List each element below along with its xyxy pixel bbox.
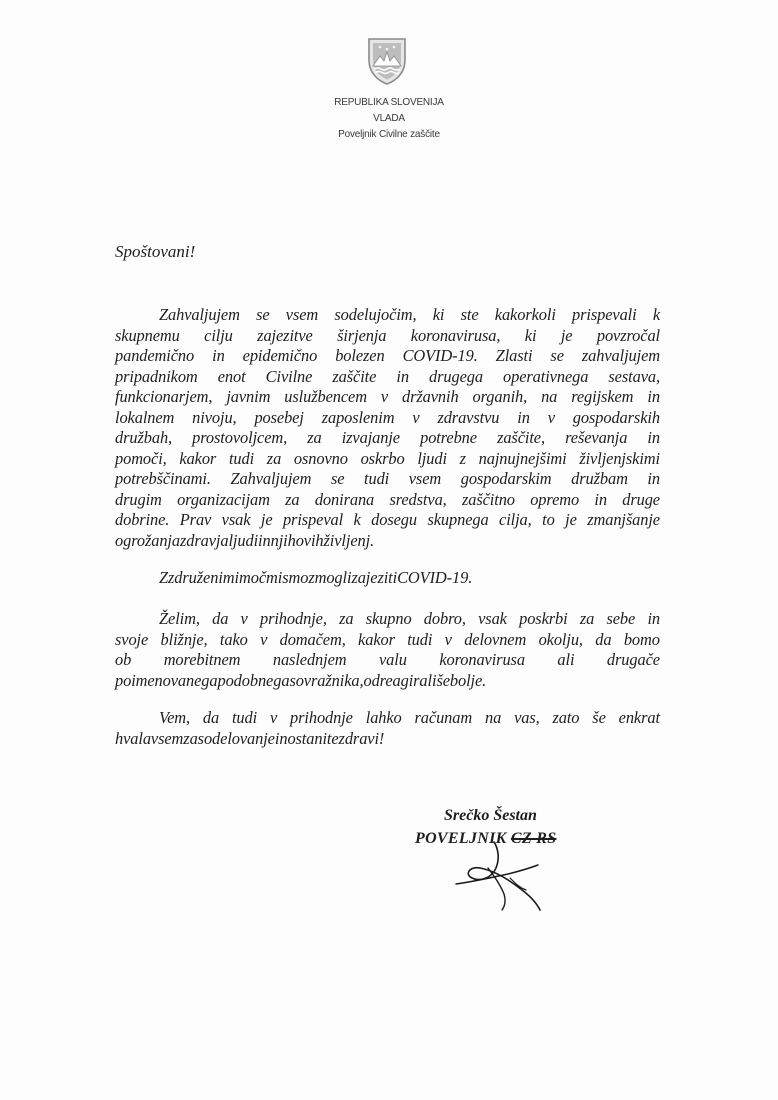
word: drugače [606,650,660,669]
word: hvala [115,728,151,748]
word: državnih [402,387,459,406]
word: cilju [204,325,233,345]
word: je [260,510,273,529]
word: sebe [606,609,636,628]
word: Z [159,568,169,587]
word: njihovih [270,530,324,550]
word: zahvaljujem [581,346,660,365]
word: Vem, [159,708,191,727]
word: tudi [228,448,255,468]
signatory-title-struck: CZ RS [510,830,557,847]
word: okolju, [538,629,583,649]
word: z [459,448,466,468]
word: in [647,469,660,488]
word: dobro, [423,609,466,628]
word: zaščite [332,366,377,386]
word: zajezitve [257,325,313,345]
word: lokalnem [115,407,175,427]
word: drugega [429,366,483,386]
word: v [240,609,248,628]
word: organih, [472,387,528,406]
word: potrebne [420,428,477,447]
word: za [579,609,595,628]
word: za [183,728,198,748]
word: v [444,629,452,649]
word: za [339,609,354,628]
word: skupnega [427,510,489,529]
word: oskrbo [360,448,405,468]
word: zdravstvu [437,407,500,427]
word: bolje. [449,670,487,690]
word: najnujnejšimi [478,448,567,468]
word: posebej [254,407,304,427]
text-line [115,568,660,589]
word: potrebščinami. [115,469,211,488]
word: še [436,670,450,690]
text-line [115,531,660,552]
word: koronavirusa [439,650,525,669]
word: naslednjem [272,650,347,669]
word: zato [552,708,580,727]
word: da [595,629,612,649]
word: nivoju, [192,407,237,427]
text-line [115,346,660,367]
word: cilja, [499,510,532,529]
word: in [647,428,660,447]
word: in [647,387,660,406]
word: v [412,407,420,427]
word: za [307,428,322,447]
text-line [115,650,660,671]
word: COVID-19. [397,568,473,587]
word: in [212,346,225,365]
word: funkcionarjem, [115,387,213,406]
word: k [652,305,660,324]
word: uslužbencem [284,387,367,406]
word: družbam [571,469,628,488]
word: da [202,708,220,727]
word: tako [219,629,248,649]
paragraph-thanks [115,305,660,551]
word: poskrbi [519,609,568,628]
word: zdravi! [338,728,385,748]
word: da [212,609,229,628]
letterhead-office: Poveljnik Civilne zaščite [338,129,440,140]
word: povzročal [596,325,660,345]
word: še [592,708,606,727]
word: opremo [530,489,580,509]
word: kakor [179,448,217,468]
word: in [396,366,409,386]
word: ste [460,305,479,324]
word: dobrine. [115,510,170,529]
word: se [330,469,345,488]
word: širjenja [337,325,387,345]
signatory-name: Srečko Šestan [444,807,537,824]
word: in [258,530,271,550]
text-line [115,326,660,347]
word: močmi [238,568,283,587]
word: ali [557,650,575,669]
word: zmanjšanje [587,510,660,529]
word: drugim [115,489,162,509]
word: združenimi [168,568,239,587]
word: ob [115,650,132,669]
word: na [541,387,558,406]
paragraph-closing [115,708,660,749]
word: ljudi [417,448,447,468]
word: delovnem [464,629,527,649]
word: sestava, [608,366,660,386]
word: zajeziti [351,568,398,587]
word: Zahvaljujem [230,469,312,488]
word: družbah, [115,428,173,447]
word: epidemično [242,346,318,365]
word: sredstva, [389,489,447,509]
word: dosegu [371,510,417,529]
word: zaščite, [497,428,545,447]
word: vas, [514,708,540,727]
word: prispeval [282,510,344,529]
word: pandemično [115,346,195,365]
word: skupnemu [115,325,180,345]
letterhead-institution: VLADA [373,113,405,124]
word: ljudi [228,530,259,550]
word: bližnje, [160,629,208,649]
word: gospodarskih [572,407,660,427]
text-line [115,428,660,449]
word: odreagirali [363,670,437,690]
word: v [547,407,555,427]
signatory-title-text: POVELJNIK [415,830,507,847]
word: morebitnem [163,650,241,669]
word: prihodnje [290,708,353,727]
word: za [285,489,300,509]
word: v [269,708,278,727]
word: organizacijam [177,489,270,509]
word: Prav [179,510,212,529]
word: tudi [364,469,390,488]
word: je [560,325,573,345]
letterhead-country: REPUBLIKA SLOVENIJA [334,97,444,108]
word: prostovoljcem, [192,428,288,447]
word: skupno [365,609,412,628]
text-line [115,510,660,531]
salutation: Spoštovani! [115,242,196,261]
text-line [115,708,660,729]
paragraph-wish [115,609,660,691]
text-line [115,305,660,326]
text-line [115,449,660,470]
text-line [115,469,660,490]
word: izvajanje [341,428,400,447]
word: ogrožanja [115,530,180,550]
word: se [550,346,564,365]
text-line [115,387,660,408]
word: operativnega [503,366,589,386]
word: druge [622,489,660,509]
word: kakorkoli [494,305,556,324]
word: COVID-19. [402,346,478,365]
word: pomoči, [115,448,167,468]
word: gospodarskim [460,469,552,488]
word: javnim [226,387,271,406]
word: smo [282,568,309,587]
word: zaščitno [461,489,515,509]
word: koronavirusa, [410,325,501,345]
word: in [274,728,288,748]
word: zaposlenim [321,407,395,427]
word: in [517,407,530,427]
handwritten-signature [450,838,550,916]
word: Civilne [265,366,313,386]
paragraph-covid [115,568,660,589]
word: vsak [221,510,251,529]
word: podobnega [217,670,290,690]
word: življenj. [323,530,375,550]
letterhead [289,95,489,143]
word: zmogli [308,568,352,587]
word: in [594,489,607,509]
word: Zahvaljujem [159,305,240,324]
word: osnovno [293,448,348,468]
text-line [115,671,660,692]
word: prihodnje, [259,609,327,628]
word: v [260,629,268,649]
word: se [256,305,270,324]
word: poimenovanega [115,670,218,690]
word: v [380,387,389,406]
word: sodelovanje [197,728,275,748]
word: ki [524,325,537,345]
word: regijskem [571,387,634,406]
word: to [542,510,555,529]
text-line [115,729,660,750]
word: ki [432,305,445,324]
word: računam [414,708,473,727]
word: enkrat [618,708,660,727]
word: za [266,448,282,468]
word: je [565,510,577,529]
word: prispevali [572,305,637,324]
word: sodelujočim, [334,305,417,324]
word: svoje [115,629,149,649]
word: vsem [150,728,184,748]
word: lahko [365,708,402,727]
coat-of-arms-icon [366,36,408,86]
text-line [115,609,660,630]
word: pripadnikom [115,366,198,386]
word: Želim, [159,609,200,628]
word: vsak [478,609,507,628]
word: in [647,609,660,628]
word: na [484,708,502,727]
word: kakor [358,629,395,649]
text-line [115,490,660,511]
word: zdravja [179,530,229,550]
text-line [115,367,660,388]
word: vsem [408,469,442,488]
word: reševanja [565,428,628,447]
word: vsem [285,305,319,324]
word: domačem, [279,629,346,649]
text-line [115,408,660,429]
word: k [353,510,361,529]
text-line [115,630,660,651]
word: donirana [314,489,375,509]
word: enot [217,366,246,386]
word: bomo [623,629,660,649]
word: sovražnika, [289,670,364,690]
word: valu [379,650,407,669]
word: bolezen [335,346,385,365]
word: ostanite [287,728,339,748]
word: življenjskimi [579,448,660,468]
word: Zlasti [495,346,533,365]
word: tudi [231,708,258,727]
word: tudi [407,629,433,649]
